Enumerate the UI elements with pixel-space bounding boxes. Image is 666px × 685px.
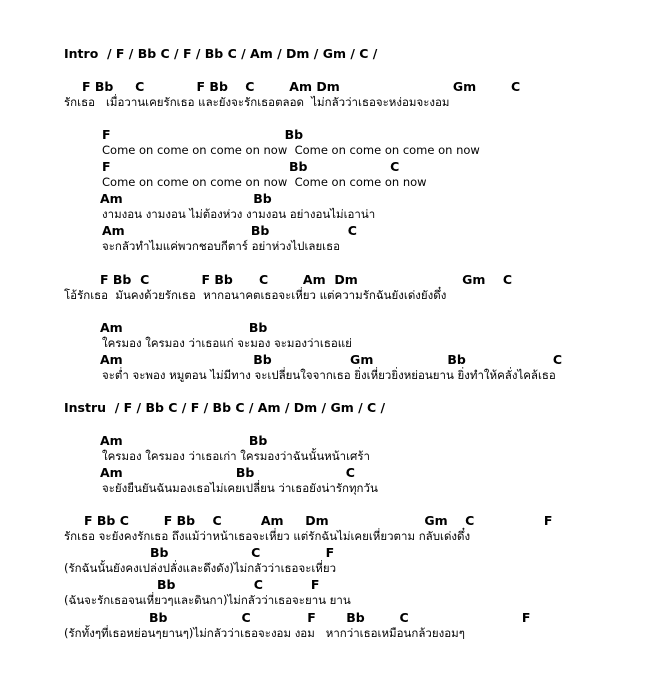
- chord-line: Am Bb C: [102, 223, 357, 238]
- intro-line: Intro / F / Bb C / F / Bb C / Am / Dm / Gm / C /: [64, 46, 378, 61]
- lyric-line: (รักทั้งๆที่เธอหย่อนๆยานๆ)ไม่กลัวว่าเธอจะงอม งอม หากว่าเธอเหมือนกล้วยงอมๆ: [64, 626, 465, 640]
- lyric-line: โอ้รักเธอ มันคงด้วยรักเธอ หากอนาคตเธอจะเหี่ยว แต่ความรักฉันยังเด่งยังดึ๋ง: [64, 288, 447, 302]
- chord-line: Am Bb: [100, 433, 268, 448]
- chord-line: F Bb C: [102, 159, 400, 174]
- chord-line: Bb C F: [157, 577, 320, 592]
- lyric-line: จะยังยืนยันฉันมองเธอไม่เคยเปลี่ยน ว่าเธอยังน่ารักทุกวัน: [102, 481, 378, 495]
- chord-line: F Bb: [102, 127, 304, 142]
- lyric-line: Come on come on come on now Come on come on now: [102, 175, 427, 189]
- lyric-line: ใครมอง ใครมอง ว่าเธอเก่า ใครมองว่าฉันนั้นหน้าเศร้า: [102, 449, 370, 463]
- chord-line: F Bb C F Bb C Am Dm Gm C: [82, 79, 521, 94]
- chord-line: F Bb C F Bb C Am Dm Gm C: [100, 272, 513, 287]
- lyric-line: จะกลัวทำไมแค่พวกชอบกีตาร์ อย่าห่วงไปเลยเธอ: [102, 239, 341, 253]
- lyric-line: (รักฉันนั้นยังคงเปล่งปลั่งและดึงดัง)ไม่กลัวว่าเธอจะเหี่ยว: [64, 561, 337, 575]
- lyric-line: (ฉันจะรักเธอจนเหี่ยวๆและดินกา)ไม่กลัวว่าเธอจะยาน ยาน: [64, 593, 351, 607]
- chord-line: Bb C F Bb C F: [149, 610, 531, 625]
- lyric-line: รักเธอ เมื่อวานเคยรักเธอ และยังจะรักเธอตลอด ไม่กลัวว่าเธอจะหง่อมจะงอม: [64, 95, 450, 109]
- lyric-line: งามงอน งามงอน ไม่ต้องห่วง งามงอน อย่างอนไม่เอาน่า: [102, 207, 376, 221]
- chord-line: F Bb C F Bb C Am Dm Gm C F: [84, 513, 553, 528]
- lyric-line: Come on come on come on now Come on come on come on now: [102, 143, 480, 157]
- chord-line: Am Bb: [100, 191, 272, 206]
- chord-line: Am Bb Gm Bb C: [100, 352, 563, 367]
- lyric-line: รักเธอ จะยังคงรักเธอ ถึงแม้ว่าหน้าเธอจะเหี่ยว แต่รักฉันไม่เคยเหี่ยวตาม กลับเด่งดึ๋ง: [64, 529, 471, 543]
- instru-line: Instru / F / Bb C / F / Bb C / Am / Dm / Gm / C /: [64, 400, 386, 415]
- lyric-line: ใครมอง ใครมอง ว่าเธอแก่ จะมอง จะมองว่าเธอแย่: [102, 336, 352, 350]
- chord-line: Bb C F: [150, 545, 335, 560]
- lyric-line: จะต่ำ จะพอง หมูตอน ไม่มีทาง จะเปลี่ยนใจจากเธอ ยิ่งเหี่ยวยิ่งหย่อนยาน ยิ่งทำให้คลั่งไคล้เธอ: [102, 368, 556, 382]
- chord-line: Am Bb: [100, 320, 268, 335]
- chord-line: Am Bb C: [100, 465, 355, 480]
